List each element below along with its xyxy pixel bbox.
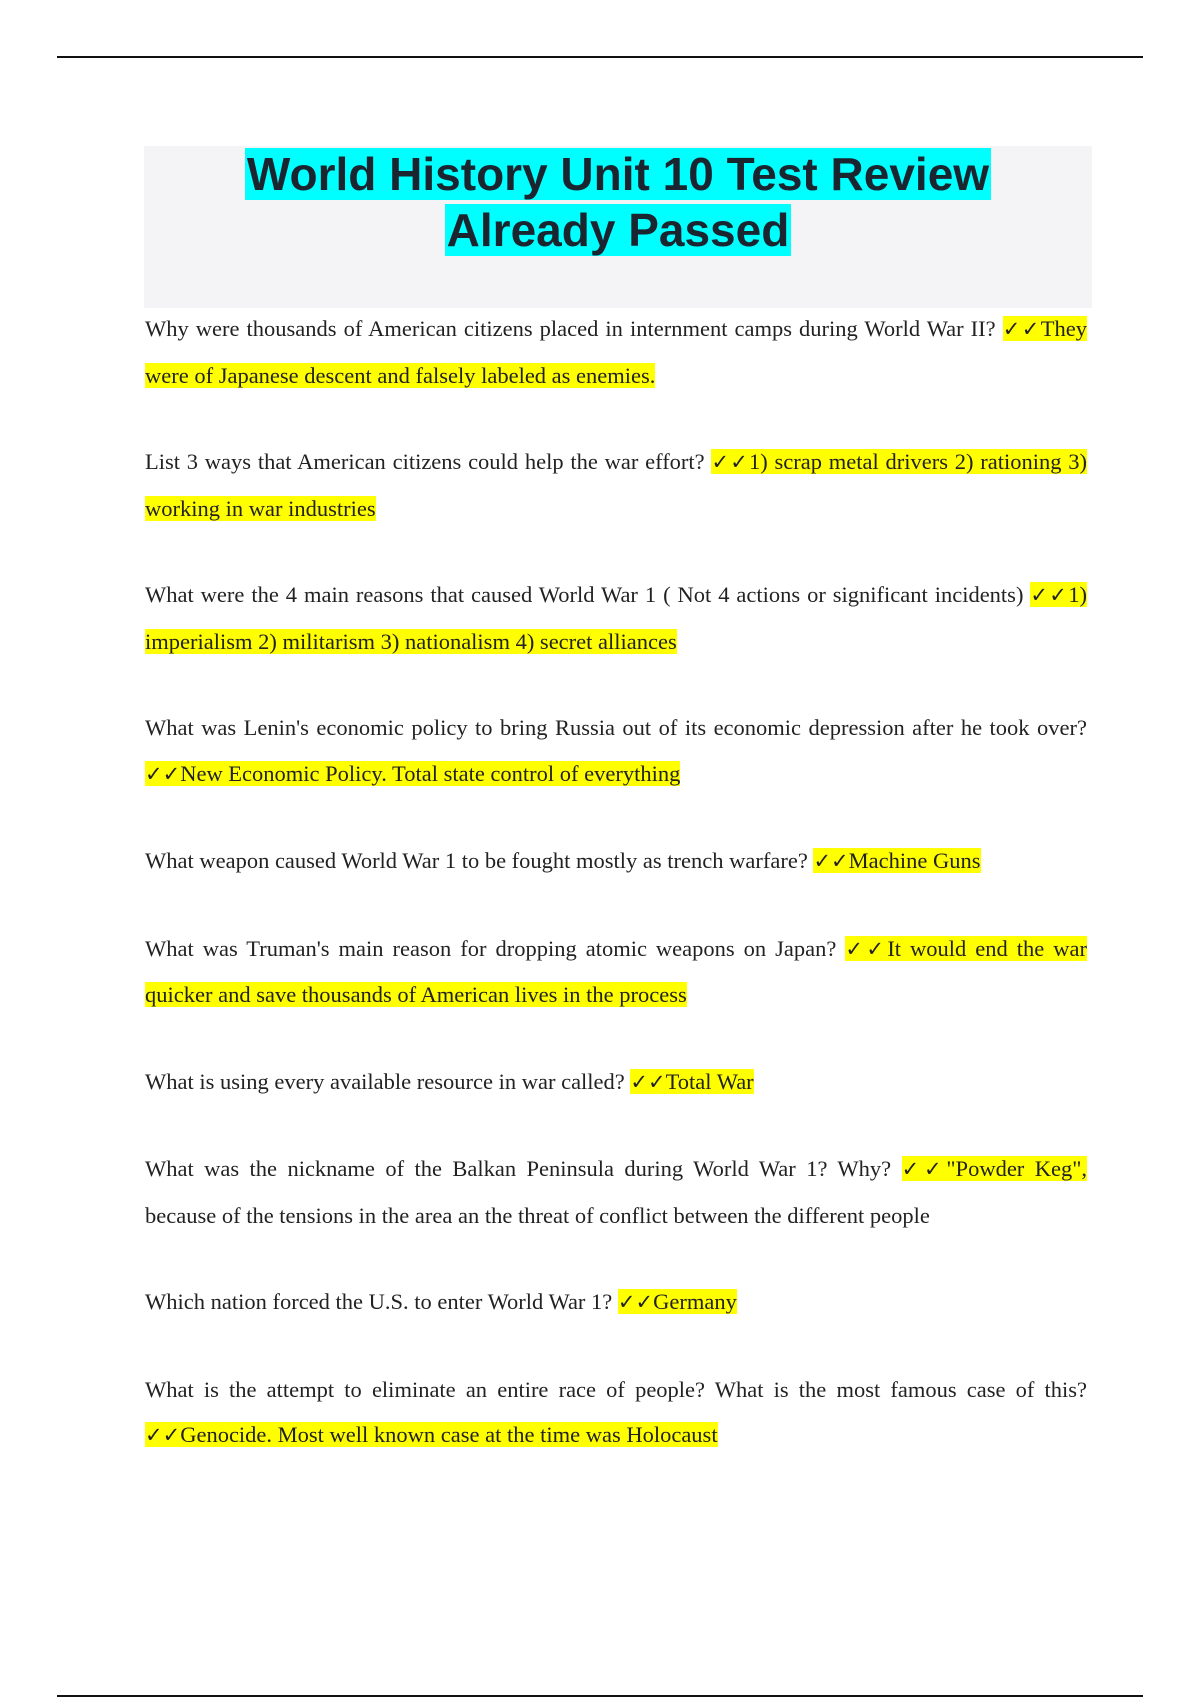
answer-text: They were of Japanese descent and falsely labeled as enemies. xyxy=(145,316,1088,388)
answer-highlight xyxy=(145,761,680,786)
question-text: Why were thousands of American citizens placed in internment camps during World War II? xyxy=(145,316,996,341)
answer-highlight xyxy=(630,1069,753,1094)
answer-text: Genocide. Most well known case at the time was Holocaust xyxy=(180,1422,718,1447)
answer-text: 1) imperialism 2) militarism 3) nationalism 4) secret alliances xyxy=(145,582,1087,654)
double-check-icon: ✓✓ xyxy=(617,1290,654,1314)
bottom-rule xyxy=(57,1695,1143,1697)
qa-item xyxy=(145,705,1087,797)
question-text: What was Truman's main reason for dropping atomic weapons on Japan? xyxy=(145,935,837,961)
double-check-icon: ✓✓ xyxy=(711,450,749,474)
double-check-icon: ✓✓ xyxy=(145,761,181,786)
title-line-2: Already Passed xyxy=(446,204,790,256)
question-text: List 3 ways that American citizens could help the war effort? xyxy=(145,449,705,474)
top-rule xyxy=(57,56,1143,58)
double-check-icon: ✓✓ xyxy=(630,1069,666,1094)
answer-highlight xyxy=(618,1289,737,1314)
answer-text: Machine Guns xyxy=(848,848,981,873)
double-check-icon: ✓✓ xyxy=(1030,583,1069,607)
title-line-1: World History Unit 10 Test Review xyxy=(246,148,990,200)
double-check-icon: ✓✓ xyxy=(845,936,888,961)
qa-item xyxy=(145,439,1087,531)
answer-highlight xyxy=(145,1422,718,1447)
question-text: What was Lenin's economic policy to bring Russia out of its economic depression after he took over? xyxy=(145,715,1087,740)
answer-text: New Economic Policy. Total state control of everything xyxy=(180,760,681,786)
answer-continuation: because of the tensions in the area an the threat of conflict between the different people xyxy=(145,1202,930,1228)
question-text: What were the 4 main reasons that caused World War 1 ( Not 4 actions or significant incidents) xyxy=(145,582,1024,607)
double-check-icon: ✓✓ xyxy=(1002,317,1041,341)
answer-text: It would end the war quicker and save thousands of American lives in the process xyxy=(145,935,1087,1007)
qa-item xyxy=(145,1279,1087,1326)
question-text: What was the nickname of the Balkan Peninsula during World War 1? Why? xyxy=(145,1156,892,1181)
qa-item xyxy=(145,306,1087,398)
double-check-icon: ✓✓ xyxy=(901,1157,947,1181)
qa-item xyxy=(145,926,1087,1018)
qa-item xyxy=(145,572,1087,664)
question-text: What weapon caused World War 1 to be fought mostly as trench warfare? xyxy=(145,848,808,873)
qa-item xyxy=(145,1367,1087,1459)
answer-highlight xyxy=(902,1156,1087,1181)
question-text: What is using every available resource in war called? xyxy=(145,1068,625,1094)
qa-item xyxy=(145,1146,1087,1238)
qa-list xyxy=(145,306,1087,1500)
answer-text: "Powder Keg", xyxy=(946,1156,1088,1181)
answer-text: 1) scrap metal drivers 2) rationing 3) working in war industries xyxy=(145,449,1088,521)
title-banner xyxy=(144,146,1092,308)
double-check-icon: ✓✓ xyxy=(813,849,849,873)
answer-text: Total War xyxy=(665,1068,754,1094)
page-title xyxy=(144,146,1092,258)
double-check-icon: ✓✓ xyxy=(145,1423,181,1447)
qa-item xyxy=(145,838,1087,885)
answer-highlight xyxy=(813,848,980,873)
question-text: What is the attempt to eliminate an entire race of people? What is the most famous case of this? xyxy=(145,1376,1087,1402)
qa-item xyxy=(145,1059,1087,1106)
answer-text: Germany xyxy=(653,1289,737,1314)
question-text: Which nation forced the U.S. to enter World War 1? xyxy=(145,1289,613,1314)
